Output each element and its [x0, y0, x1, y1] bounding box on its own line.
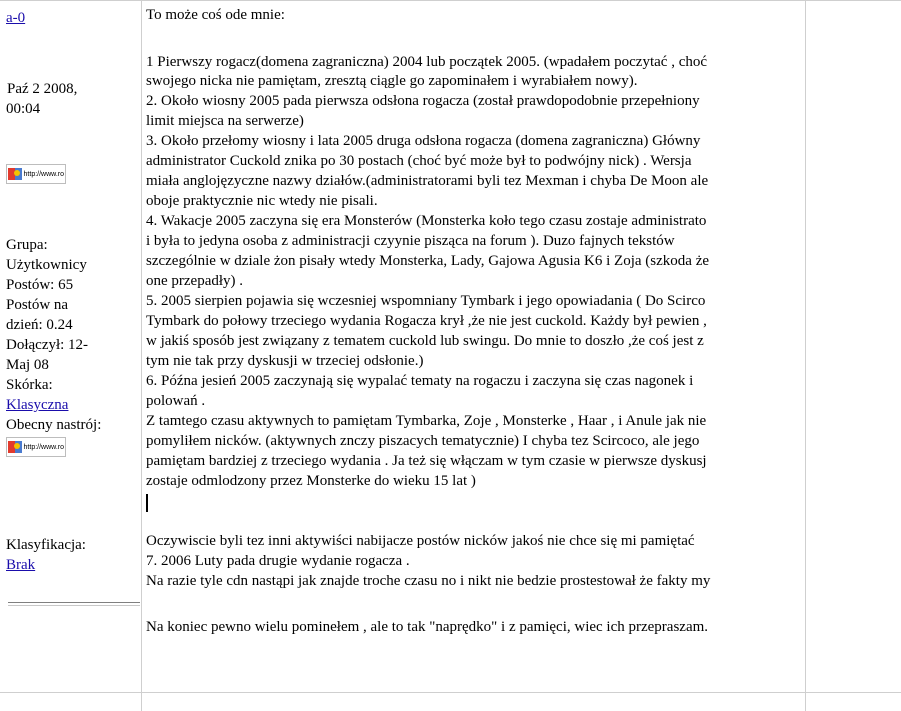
skin-label: Skórka: [6, 377, 53, 393]
user-info-panel [0, 0, 141, 711]
panel-separator-shadow [8, 605, 140, 606]
mood-label: Obecny nastrój: [6, 417, 102, 433]
post-line: Oczywiscie byli tez inni aktywiści nabijacze postów nicków jakoś nie chce się mi pamiętać [146, 533, 695, 549]
post-date: Paź 2 2008, [7, 81, 78, 97]
group-value: Użytkownicy [6, 257, 87, 273]
post-line: 7. 2006 Luty pada drugie wydanie rogacza . [146, 553, 410, 569]
post-line: 1 Pierwszy rogacz(domena zagraniczna) 2004 lub początek 2005. (wpadałem poczytać , choć [146, 54, 708, 70]
post-line: 3. Około przełomy wiosny i lata 2005 druga odsłona rogacza (domena zagraniczna) Główny [146, 133, 701, 149]
post-line: limit miejsca na serwerze) [146, 113, 304, 129]
post-line: one przepadły) . [146, 273, 244, 289]
post-line: 5. 2005 sierpien pojawia się wczesniej wspomniany Tymbark i jego opowiadania ( Do Scirco [146, 293, 706, 309]
post-line: tym nie tak przy dyskusji w trzeciej odsłonie.) [146, 353, 424, 369]
post-line: Z tamtego czasu aktywnych to pamiętam Tymbarka, Zoje , Monsterke , Haar , i Anule jak nie [146, 413, 707, 429]
post-line: pamiętam bardziej z trzeciego wydania . Ja też się włączam w tym czasie w pierwsze dyskusj [146, 453, 707, 469]
post-time: 00:04 [6, 101, 41, 117]
panel-separator [8, 602, 140, 603]
mood-url-text: http://www.ro [23, 443, 64, 451]
rank-link[interactable]: Brak [6, 557, 36, 573]
post-line: polowań . [146, 393, 206, 409]
post-body [146, 0, 901, 693]
post-line: w jakiś sposób jest związany z tematem cuckold lub swingu. Do mnie to doszło ,że coś jest z [146, 333, 704, 349]
joined-value: Maj 08 [6, 357, 49, 373]
post-count: Postów: 65 [6, 277, 74, 293]
skin-link[interactable]: Klasyczna [6, 397, 69, 413]
post-line: zostaje odmlodzony przez Monsterke do wieku 15 lat ) [146, 473, 476, 489]
post-line: i była to jedyna osoba z administracji czyynie pisząca na forum ). Duzo fajnych tekstów [146, 233, 675, 249]
post-line: administrator Cuckold znika po 30 postach (choć być może był to podwójny nick) . Wersja [146, 153, 692, 169]
posts-per-day-value: dzień: 0.24 [6, 317, 73, 333]
image-icon [8, 441, 22, 453]
post-line: 6. Późna jesień 2005 zaczynają się wypalać tematy na rogaczu i zaczyna się czas nagonek i [146, 373, 694, 389]
post-line: pomyliłem nicków. (aktywnych znczy piszacych tematycznie) I chyba tez Scircoco, ale jego [146, 433, 700, 449]
mood-image [8, 439, 64, 455]
posts-per-day-label: Postów na [6, 297, 69, 313]
badge-url-text: http://www.ro [23, 170, 64, 178]
post-line: 2. Około wiosny 2005 pada pierwsza odsłona rogacza (został prawdopodobnie przepełniony [146, 93, 700, 109]
column-divider [141, 0, 142, 711]
image-icon [8, 168, 22, 180]
username-link[interactable]: a-0 [6, 10, 26, 26]
post-line: miała anglojęzyczne nazwy działów.(administratorami byli tez Mexman i chyba De Moon ale [146, 173, 709, 189]
text-caret [146, 494, 148, 512]
joined-label: Dołączył: 12- [6, 337, 89, 353]
post-line: Na razie tyle cdn nastąpi jak znajde troche czasu no i nikt nie bedzie prostestował że fakty my [146, 573, 711, 589]
user-badge-image [8, 166, 64, 182]
post-line: 4. Wakacje 2005 zaczyna się era Monsterów (Monsterka koło tego czasu zostaje administrato [146, 213, 707, 229]
post-line: szczególnie w dziale żon pisały wtedy Monsterka, Lady, Gajowa Agusia K6 i Zoja (szkoda że [146, 253, 710, 269]
post-line: oboje praktycznie nic wtedy nie pisali. [146, 193, 378, 209]
post-line: Tymbark do połowy trzeciego wydania Rogacza krył ,że nie jest cuckold. Każdy był pewien , [146, 313, 707, 329]
group-label: Grupa: [6, 237, 48, 253]
post-line: To może coś ode mnie: [146, 7, 285, 23]
post-line: swojego nicka nie pamiętam, zresztą ciągle go zapominałem i wyrabiałem nowy). [146, 73, 638, 89]
rank-label: Klasyfikacja: [6, 537, 86, 553]
post-line: Na koniec pewno wielu pominełem , ale to tak "naprędko" i z pamięci, wiec ich przepraszam. [146, 619, 709, 635]
